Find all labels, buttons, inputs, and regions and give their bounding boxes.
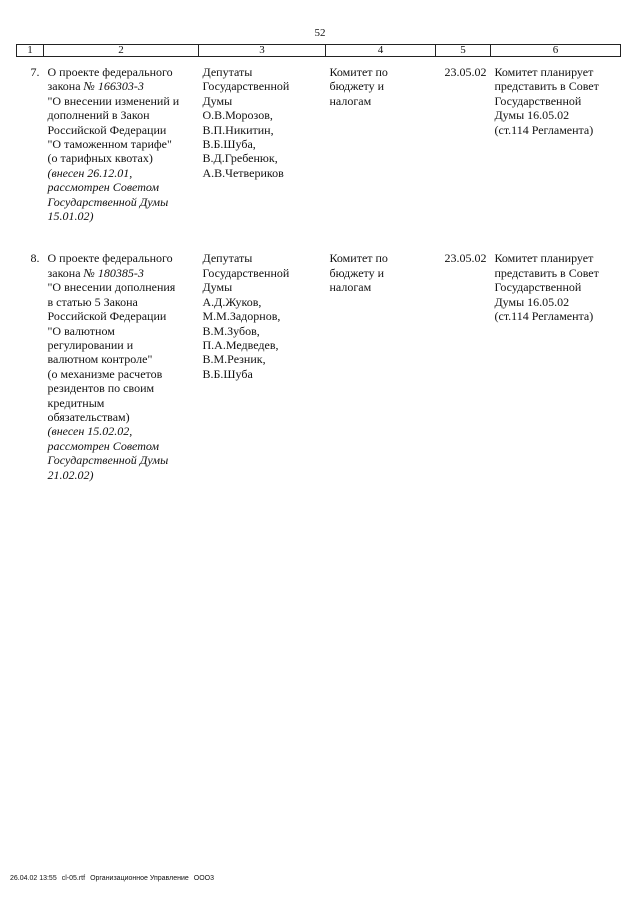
date-cell: 23.05.02 [444, 251, 487, 266]
note-line: Думы 16.05.02 [494, 108, 570, 123]
document-footer [10, 875, 219, 882]
note-line: представить в Совет [494, 265, 599, 280]
bill-title-line: регулировании и [47, 337, 134, 352]
bill-title-line: "О внесении дополнения [47, 280, 176, 295]
footer-datetime: 26.04.02 13:55 [10, 875, 57, 882]
author-line: Депутаты [202, 65, 253, 79]
header-cell: 6 [491, 45, 621, 57]
author-line: Думы [202, 93, 233, 108]
submission-note: (внесен 26.12.01, [47, 165, 133, 180]
bill-title-cell [44, 251, 199, 482]
committee-line: бюджету и [329, 79, 385, 94]
submission-note: рассмотрен Советом [47, 438, 160, 453]
bill-title-line: кредитным [47, 395, 105, 410]
header-cell: 3 [199, 45, 326, 57]
bill-title-line: О проекте федерального [47, 65, 173, 79]
note-line: Комитет планирует [494, 65, 594, 79]
author-line: Государственной [202, 79, 290, 94]
footer-organization: Организационное Управление [90, 875, 189, 882]
header-cell: 2 [44, 45, 199, 57]
note-line: представить в Совет [494, 79, 599, 94]
bill-title-line: валютном контроле" [47, 352, 153, 367]
author-line: Депутаты [202, 251, 253, 266]
item-number: 7. [30, 65, 40, 79]
committee-line: налогам [329, 280, 372, 295]
author-line: О.В.Морозов, [202, 108, 273, 123]
note-line: Государственной [494, 93, 582, 108]
bill-title-line: резидентов по своим [47, 381, 155, 396]
committee-line: Комитет по [329, 251, 388, 266]
author-line: В.М.Резник, [202, 352, 266, 367]
committee-line: Комитет по [329, 65, 388, 79]
author-line: П.А.Медведев, [202, 337, 279, 352]
header-cell: 4 [326, 45, 436, 57]
bill-title-cell [44, 65, 199, 223]
note-line: Государственной [494, 280, 582, 295]
bill-title-line: обязательствам) [47, 409, 130, 424]
submission-note: Государственной Думы [47, 453, 169, 468]
submission-note: (внесен 15.02.02, [47, 424, 133, 439]
submission-note: 21.02.02) [47, 467, 94, 482]
header-cell: 1 [17, 45, 44, 57]
date-cell: 23.05.02 [444, 65, 487, 79]
bill-number: № 180385-3 [83, 265, 144, 280]
header-cell: 5 [436, 45, 491, 57]
author-line: В.Б.Шуба [202, 366, 253, 381]
author-line: В.М.Зубов, [202, 323, 260, 338]
footer-code: ООО3 [193, 875, 214, 882]
authors-cell [199, 65, 326, 223]
committee-line: бюджету и [329, 265, 385, 280]
submission-note: рассмотрен Советом [47, 180, 160, 195]
author-line: М.М.Задорнов, [202, 309, 281, 324]
bill-title-line: О проекте федерального [47, 251, 173, 266]
author-line: А.В.Четвериков [202, 165, 284, 180]
committee-cell [326, 65, 436, 223]
bill-title-line: "О внесении изменений и [47, 93, 180, 108]
note-cell [491, 251, 621, 482]
item-number: 8. [30, 251, 40, 266]
bill-title-line: закона № 180385-3 [47, 265, 144, 280]
table-row [17, 251, 621, 482]
bill-title-line: "О валютном [47, 323, 115, 338]
note-line: Думы 16.05.02 [494, 294, 570, 309]
note-line: (ст.114 Регламента) [494, 122, 594, 137]
committee-line: налогам [329, 93, 372, 108]
note-cell [491, 65, 621, 223]
agenda-table [16, 44, 621, 482]
author-line: Думы [202, 280, 233, 295]
author-line: Государственной [202, 265, 290, 280]
author-line: В.Б.Шуба, [202, 137, 256, 152]
submission-note: Государственной Думы [47, 194, 169, 209]
committee-cell [326, 251, 436, 482]
bill-title-line: дополнений в Закон [47, 108, 150, 123]
bill-title-line: закона № 166303-3 [47, 79, 144, 94]
table-row [17, 65, 621, 223]
bill-title-line: (о тарифных квотах) [47, 151, 153, 166]
footer-filename: cl-05.rtf [61, 875, 86, 882]
bill-title-line: Российской Федерации [47, 309, 167, 324]
authors-cell [199, 251, 326, 482]
note-line: Комитет планирует [494, 251, 594, 266]
bill-title-line: "О таможенном тарифе" [47, 137, 172, 152]
bill-title-line: в статью 5 Закона [47, 294, 138, 309]
bill-title-line: (о механизме расчетов [47, 366, 163, 381]
author-line: В.Д.Гребенюк, [202, 151, 278, 166]
column-number-header [17, 45, 621, 57]
submission-note: 15.01.02) [47, 209, 94, 224]
author-line: А.Д.Жуков, [202, 294, 262, 309]
bill-number: № 166303-3 [83, 79, 144, 94]
bill-title-line: Российской Федерации [47, 122, 167, 137]
note-line: (ст.114 Регламента) [494, 309, 594, 324]
page-number: 52 [314, 27, 326, 39]
author-line: В.П.Никитин, [202, 122, 274, 137]
